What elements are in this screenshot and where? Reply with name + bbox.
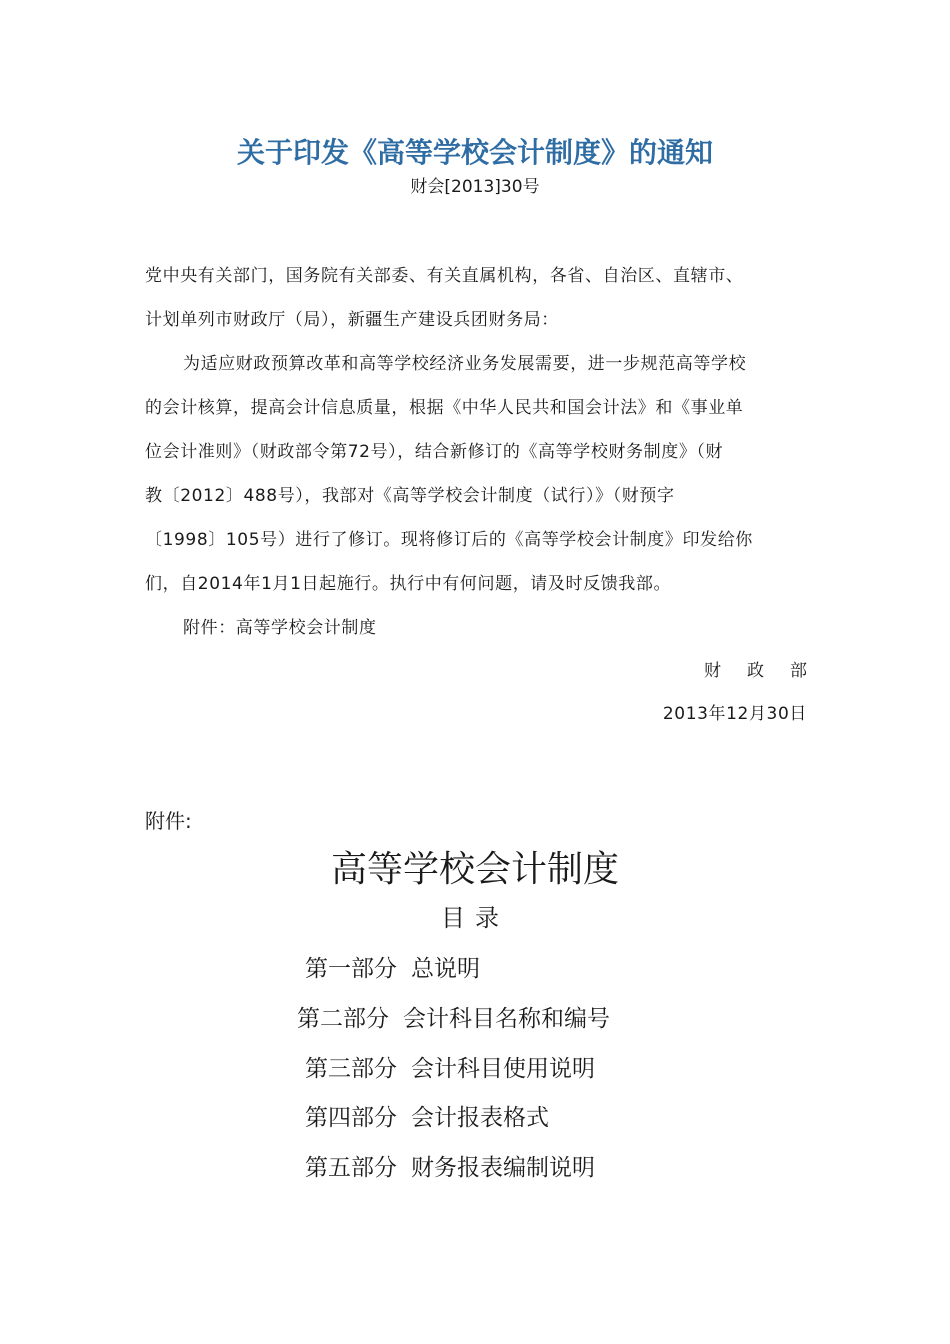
body-line-2: 的会计核算，提高会计信息质量，根据《中华人民共和国会计法》和《事业单 bbox=[145, 398, 744, 418]
toc-part-name: 总说明 bbox=[411, 956, 480, 982]
attachment-reference: 附件：高等学校会计制度 bbox=[183, 618, 377, 638]
toc-part-name: 会计报表格式 bbox=[411, 1105, 549, 1131]
attachment-label: 附件: bbox=[145, 809, 192, 833]
toc-part-name: 财务报表编制说明 bbox=[411, 1155, 595, 1181]
toc-part-label: 第五部分 bbox=[305, 1155, 397, 1181]
signature bbox=[145, 660, 833, 682]
body-line-1: 为适应财政预算改革和高等学校经济业务发展需要，进一步规范高等学校 bbox=[183, 354, 747, 374]
toc-item bbox=[305, 953, 480, 985]
body-line-3: 位会计准则》（财政部令第72号），结合新修订的《高等学校财务制度》（财 bbox=[145, 442, 724, 462]
toc-part-label: 第二部分 bbox=[297, 1006, 389, 1032]
toc-item bbox=[305, 1152, 595, 1184]
toc-part-label: 第四部分 bbox=[305, 1105, 397, 1131]
toc-item bbox=[297, 1003, 610, 1035]
toc-heading: 目录 bbox=[441, 904, 509, 932]
body-line-4: 教〔2012〕488号），我部对《高等学校会计制度（试行）》（财预字 bbox=[145, 486, 675, 506]
signature-text: 财政部 bbox=[704, 661, 833, 681]
body-line-6: 们，自2014年1月1日起施行。执行中有何问题，请及时反馈我部。 bbox=[145, 574, 672, 594]
toc-item bbox=[305, 1102, 549, 1134]
notice-date: 2013年12月30日 bbox=[662, 704, 807, 724]
toc-part-name: 会计科目使用说明 bbox=[411, 1056, 595, 1082]
attachment-title: 高等学校会计制度 bbox=[330, 849, 619, 890]
recipients-line-2: 计划单列市财政厅（局），新疆生产建设兵团财务局： bbox=[145, 310, 559, 330]
toc-item bbox=[305, 1053, 595, 1085]
toc-part-label: 第三部分 bbox=[305, 1056, 397, 1082]
document-number: 财会[2013]30号 bbox=[410, 177, 540, 197]
body-line-5: 〔1998〕105号）进行了修订。现将修订后的《高等学校会计制度》印发给你 bbox=[145, 530, 753, 550]
recipients-line-1: 党中央有关部门，国务院有关部委、有关直属机构，各省、自治区、直辖市、 bbox=[145, 266, 744, 286]
toc-part-label: 第一部分 bbox=[305, 956, 397, 982]
toc-part-name: 会计科目名称和编号 bbox=[403, 1006, 610, 1032]
notice-title: 关于印发《高等学校会计制度》的通知 bbox=[236, 136, 713, 169]
